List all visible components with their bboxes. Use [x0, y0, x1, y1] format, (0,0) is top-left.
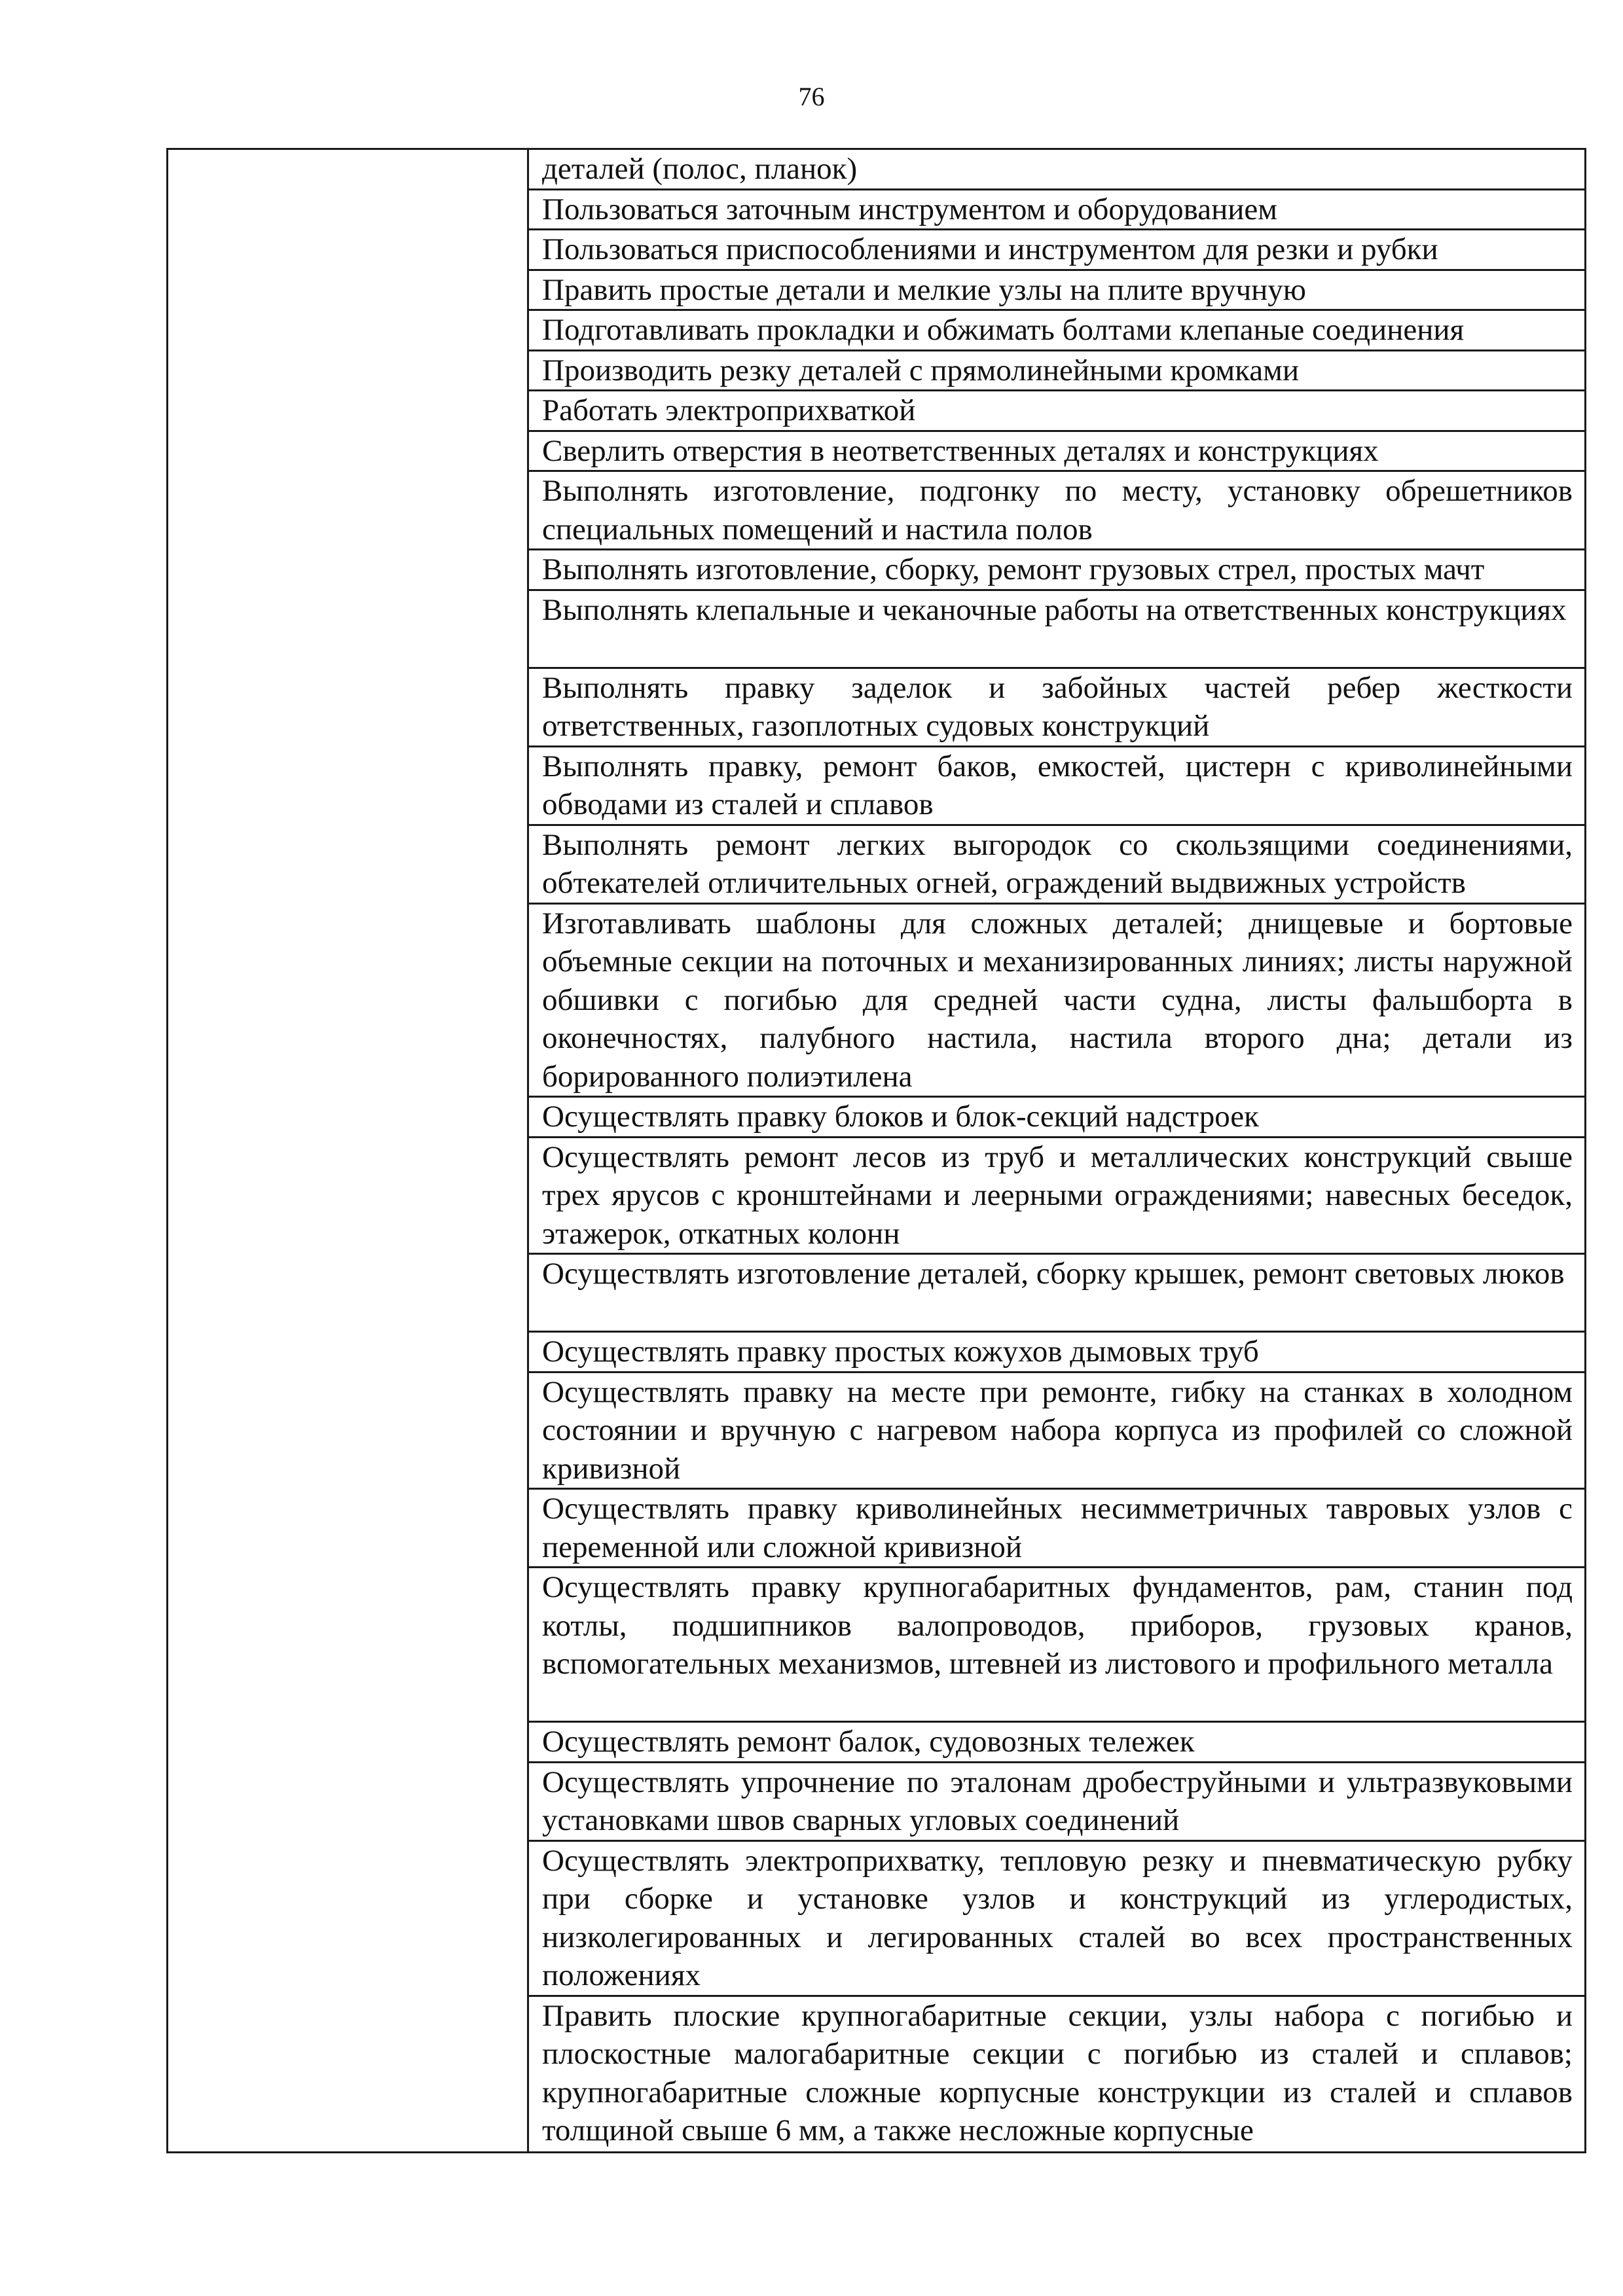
skill-row: Подготавливать прокладки и обжимать болтами клепаные соединения	[529, 311, 1584, 351]
skills-list	[529, 150, 1584, 2151]
skill-row: Осуществлять изготовление деталей, сборку крышек, ремонт световых люков	[529, 1255, 1584, 1333]
skill-row: Сверлить отверстия в неответственных деталях и конструкциях	[529, 432, 1584, 473]
skill-row: Производить резку деталей с прямолинейными кромками	[529, 351, 1584, 392]
page-number: 76	[798, 82, 825, 111]
skill-row: Осуществлять ремонт лесов из труб и металлических конструкций свыше трех ярусов с кронштейнами и леерными ограждениями; навесных беседок, этажерок, откатных колонн	[529, 1138, 1584, 1255]
skill-row: Осуществлять упрочнение по эталонам дробеструйными и ультразвуковыми установками швов сварных угловых соединений	[529, 1763, 1584, 1842]
skill-row: Пользоваться приспособлениями и инструментом для резки и рубки	[529, 230, 1584, 271]
skill-row: Работать электроприхваткой	[529, 391, 1584, 432]
skill-row: Выполнять правку, ремонт баков, емкостей, цистерн с криволинейными обводами из сталей и сплавов	[529, 747, 1584, 826]
empty-left-cell	[168, 149, 528, 2153]
skill-row: Осуществлять правку простых кожухов дымовых труб	[529, 1333, 1584, 1373]
skill-row: Править плоские крупногабаритные секции, узлы набора с погибью и плоскостные малогабаритные секции с погибью из сталей и сплавов; крупногабаритные сложные корпусные конструкции из сталей и сплавов толщиной свыше 6 мм, а также несложные корпусные	[542, 1998, 1573, 2147]
skill-row: деталей (полос, планок)	[529, 150, 1584, 190]
skill-row: Осуществлять правку на месте при ремонте, гибку на станках в холодном состоянии и вручную с нагревом набора корпуса из профилей со сложной кривизной	[529, 1373, 1584, 1490]
skill-row: Осуществлять правку крупногабаритных фундаментов, рам, станин под котлы, подшипников валопроводов, приборов, грузовых кранов, вспомогательных механизмов, штевней из листового и профильного металла	[529, 1568, 1584, 1723]
skill-row: Пользоваться заточным инструментом и оборудованием	[529, 190, 1584, 231]
skill-row: Выполнять правку заделок и забойных частей ребер жесткости ответственных, газоплотных судовых конструкций	[529, 669, 1584, 747]
skill-row: Осуществлять ремонт балок, судовозных тележек	[529, 1723, 1584, 1763]
skill-row: Выполнять клепальные и чеканочные работы на ответственных конструкциях	[529, 591, 1584, 669]
skills-cell	[528, 149, 1586, 2153]
skill-row: Выполнять ремонт легких выгородок со скользящими соединениями, обтекателей отличительных огней, ограждений выдвижных устройств	[529, 826, 1584, 905]
skill-row: Изготавливать шаблоны для сложных деталей; днищевые и бортовые объемные секции на поточных и механизированных линиях; листы наружной обшивки с погибью для средней части судна, листы фальшборта в оконечностях, палубного настила, настила второго дна; детали из борированного полиэтилена	[529, 905, 1584, 1098]
skill-row: Осуществлять правку блоков и блок-секций надстроек	[529, 1098, 1584, 1138]
skill-row: Править простые детали и мелкие узлы на плите вручную	[529, 271, 1584, 312]
table-row	[168, 149, 1586, 2153]
skill-row: Осуществлять электроприхватку, тепловую резку и пневматическую рубку при сборке и установке узлов и конструкций из углеродистых, низколегированных и легированных сталей во всех пространственных положениях	[529, 1842, 1584, 1997]
skill-row: Осуществлять правку криволинейных несимметричных тавровых узлов с переменной или сложной кривизной	[529, 1490, 1584, 1568]
skill-row: Выполнять изготовление, сборку, ремонт грузовых стрел, простых мачт	[529, 550, 1584, 591]
skill-row: Выполнять изготовление, подгонку по месту, установку обрешетников специальных помещений и настила полов	[529, 472, 1584, 550]
skills-table	[166, 148, 1586, 2153]
